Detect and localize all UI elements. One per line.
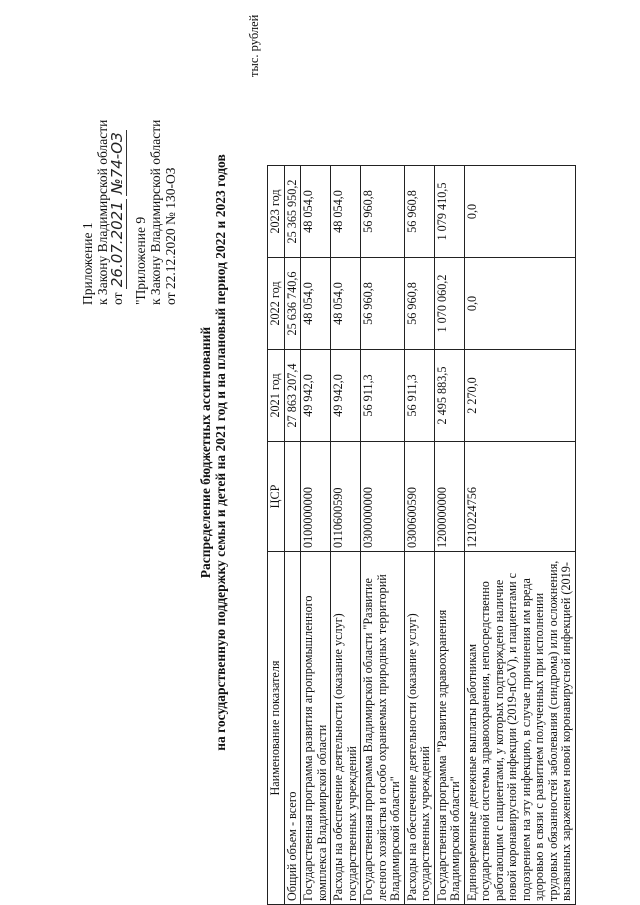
row-2023: 56 960,8 [404, 166, 434, 258]
table-row [361, 166, 405, 905]
table-row [331, 166, 361, 905]
row-name: Государственная программа развития агропромышленного комплекса Владимирской области [301, 552, 331, 905]
row-name: Расходы на обеспечение деятельности (оказание услуг) государственных учреждений [404, 552, 434, 905]
row-code: 0300600590 [404, 442, 434, 552]
table-row [301, 166, 331, 905]
row-2023: 48 054,0 [301, 166, 331, 258]
row-2021: 27 863 207,4 [284, 350, 301, 442]
handwritten-date: 26.07.2021 [108, 201, 126, 288]
row-name: Единовременные денежные выплаты работникам государственной системы здравоохранения, непосредственно работающим с пациентами, у которых подтверждено наличие новой коронавирусной инфекции (2019-nCoV), и пациентами с подозрением на эту инфекцию, в случае причинения им вреда здоровью в связи с развитием полученных при исполнении трудовых обязанностей заболевания (синдрома) или осложнения, вызванных заражением новой коронавирусной инфекцией (2019- [464, 552, 575, 905]
row-2023: 0,0 [464, 166, 575, 258]
title-line-2: на государственную поддержку семьи и детей на 2021 год и на плановый период 2022 и 2023 годов [213, 154, 228, 751]
date-prefix: от [110, 292, 125, 305]
annex-line-5: к Закону Владимирской области [148, 119, 163, 305]
row-2021: 2 270,0 [464, 350, 575, 442]
annex-line-3 [110, 5, 125, 305]
row-2021: 2 495 883,5 [434, 350, 464, 442]
row-code: 1210224756 [464, 442, 575, 552]
annex-header [80, 5, 178, 305]
row-code: 0100000000 [301, 442, 331, 552]
annex-line-4: "Приложение 9 [133, 216, 148, 305]
table-row [464, 166, 575, 905]
row-name: Государственная программа Владимирской области "Развитие лесного хозяйства и особо охраняемых природных территорий Владимирской области" [361, 552, 405, 905]
row-2022: 48 054,0 [331, 258, 361, 350]
row-2021: 49 942,0 [331, 350, 361, 442]
header-indicator-name: Наименование показателя [268, 552, 285, 905]
header-2022: 2022 год [268, 258, 285, 350]
row-2022: 0,0 [464, 258, 575, 350]
annex-line-6: от 22.12.2020 № 130-ОЗ [163, 167, 178, 305]
handwritten-number: №74-ОЗ [108, 132, 126, 194]
row-2022: 1 070 060,2 [434, 258, 464, 350]
row-2023: 25 365 950,2 [284, 166, 301, 258]
units-label: тыс. рублей [247, 14, 261, 77]
document-title [198, 0, 228, 905]
row-name: Государственная программа "Развитие здравоохранения Владимирской области" [434, 552, 464, 905]
header-2023: 2023 год [268, 166, 285, 258]
row-name: Общий объем - всего [284, 552, 301, 905]
row-2023: 1 079 410,5 [434, 166, 464, 258]
table-row [404, 166, 434, 905]
table-row [434, 166, 464, 905]
row-code: 0300000000 [361, 442, 405, 552]
title-line-1: Распределение бюджетных ассигнований [198, 326, 213, 579]
row-2023: 56 960,8 [361, 166, 405, 258]
row-code: 1200000000 [434, 442, 464, 552]
row-2022: 56 960,8 [361, 258, 405, 350]
row-2023: 48 054,0 [331, 166, 361, 258]
row-2021: 56 911,3 [361, 350, 405, 442]
row-name: Расходы на обеспечение деятельности (оказание услуг) государственных учреждений [331, 552, 361, 905]
row-code: 0110600590 [331, 442, 361, 552]
allocation-table [267, 165, 576, 905]
row-2021: 56 911,3 [404, 350, 434, 442]
row-2021: 49 942,0 [301, 350, 331, 442]
row-2022: 48 054,0 [301, 258, 331, 350]
table-header-row [268, 166, 285, 905]
row-2022: 56 960,8 [404, 258, 434, 350]
row-code [284, 442, 301, 552]
header-2021: 2021 год [268, 350, 285, 442]
header-csr: ЦСР [268, 442, 285, 552]
table-row [284, 166, 301, 905]
annex-line-1: Приложение 1 [80, 222, 95, 305]
row-2022: 25 636 740,6 [284, 258, 301, 350]
annex-line-2: к Закону Владимирской области [95, 119, 110, 305]
